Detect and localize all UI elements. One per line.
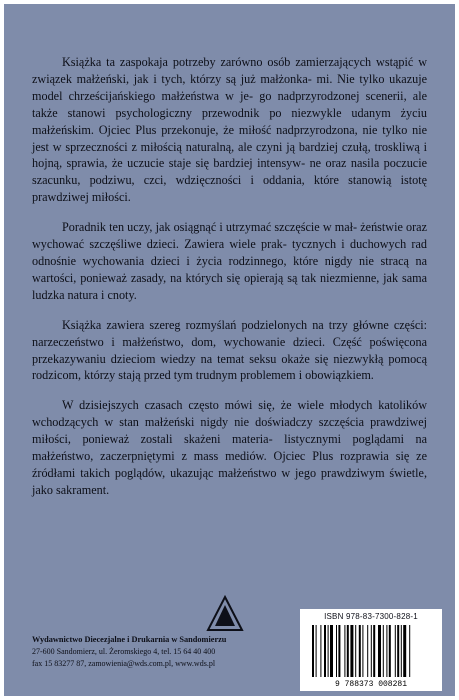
blurb-paragraph <box>32 54 427 206</box>
blurb-line: Plus przekonuje, że miłość nadprzyrodzona, nie tylko nie jest <box>32 122 428 154</box>
blurb-paragraph <box>32 317 427 385</box>
blurb-line: przed tym trudnym problemem i obowiązkiem. <box>143 368 374 383</box>
blurb-line: wstąpić w związek małżeński, jak i tych, którzy są już małżonka- <box>32 55 427 86</box>
barcode-bar <box>397 625 399 677</box>
publisher-info <box>32 634 302 670</box>
barcode-bar <box>373 625 375 677</box>
barcode-bar <box>338 625 340 677</box>
blurb-line: i oddania, które stanowią istotę prawdziwej miłości. <box>32 173 427 205</box>
publisher-address: 27-600 Sandomierz, ul. Żeromskiego 4, tel. 15 64 40 400 <box>32 647 216 656</box>
barcode-bar <box>347 625 349 677</box>
barcode-bar <box>355 625 356 677</box>
blurb-line: ukazując małżeństwo w jego prawdziwym świetle, jako sakrament. <box>32 465 427 497</box>
blurb-paragraph <box>32 397 427 498</box>
blurb-line: rodzinnego, które nigdy nie stracą na wartości, ponieważ zasady, <box>32 253 427 285</box>
barcode-bar <box>344 625 345 677</box>
blurb-line: temat seksu okaże się niezwykłą pomocą rodzicom, którzy stają <box>32 351 427 383</box>
isbn-text: ISBN 978-83-7300-828-1 <box>324 612 418 621</box>
barcode-bar <box>401 625 402 677</box>
barcode-bar <box>383 625 384 677</box>
barcode-bar <box>395 625 396 677</box>
publisher-logo <box>204 594 246 636</box>
blurb-line: W dzisiejszych czasach często mówi się, że wiele młodych <box>62 398 373 413</box>
barcode-bar <box>367 625 368 677</box>
barcode-bar <box>378 625 381 677</box>
back-cover <box>4 4 455 696</box>
barcode-digits: 9 788373 008281 <box>334 680 408 689</box>
barcode-bar <box>386 625 387 677</box>
barcode-bar <box>316 625 317 677</box>
barcode <box>308 623 434 689</box>
barcode-bar <box>371 625 372 677</box>
barcode-bar <box>359 625 361 677</box>
blurb-line: go nadprzyrodzonej scenerii, ale także stanowi psychologiczny <box>32 88 428 120</box>
barcode-bar <box>409 625 410 677</box>
barcode-bar <box>328 625 329 677</box>
barcode-bar <box>389 625 391 677</box>
blurb-line: szczęścia prawdziwej miłości, ponieważ zostali skażeni materia- <box>32 415 427 447</box>
blurb-line: przewodnik po niezwykle udanym życiu małżeńskim. Ojciec <box>32 105 427 137</box>
barcode-bars <box>312 625 410 677</box>
blurb-line: ne oraz nasila poczucie szacunku, podziwu, czci, wdzięczności <box>32 156 427 188</box>
barcode-bar <box>312 625 314 677</box>
barcode-bar <box>320 625 321 677</box>
blurb-text <box>32 54 427 512</box>
blurb-line: Książka zawiera szereg rozmyślań podzielonych na trzy <box>62 317 348 332</box>
blurb-line: tycznych i duchowych rad odnośnie wychowania dzieci i życia <box>32 237 427 268</box>
barcode-bar <box>330 625 333 677</box>
barcode-box <box>300 609 442 691</box>
blurb-line: na których się opierają są tak niezmienne, jak sama ludzka natura <box>32 270 427 302</box>
barcode-bar <box>324 625 326 677</box>
barcode-bar <box>336 625 337 677</box>
blurb-line: główne części: narzeczeństwo i małżeństwo, dom, wychowanie <box>32 317 428 349</box>
barcode-bar <box>362 625 363 677</box>
publisher-name: Wydawnictwo Diecezjalne i Drukarnia w Sandomierzu <box>32 635 227 644</box>
blurb-line: mediów. Ojciec Plus rozprawia się ze źródłami takich poglądów, <box>32 449 427 480</box>
blurb-line: dzieci. Część poświęcona przekazywaniu dzieciom wiedzy na <box>32 334 428 366</box>
blurb-line: troskliwą i hojną, sprawia, że uczucie staje się bardziej intensyw- <box>32 139 428 171</box>
blurb-line: żeństwie oraz wychować szczęśliwe dzieci. Zawiera wiele prak- <box>32 220 427 252</box>
blurb-line: Książka ta zaspokaja potrzeby zarówno osób zamierzających <box>62 55 372 69</box>
blurb-line: katolików wchodzących w stan małżeński nigdy nie doświadczy <box>32 398 427 430</box>
blurb-line: i cnoty. <box>101 287 137 302</box>
blurb-line: w sprzeczności z miłością naturalną, ale czyni ją bardziej czułą, <box>52 139 371 154</box>
blurb-line: listycznymi poglądami na małżeństwo, zaczerpniętymi z mass <box>32 432 427 464</box>
blurb-line: Poradnik ten uczy, jak osiągnąć i utrzymać szczęście w mał- <box>62 220 358 235</box>
blurb-line: mi. Nie tylko ukazuje model chrześcijańskiego małżeństwa w je- <box>32 71 428 103</box>
barcode-bar <box>350 625 353 677</box>
barcode-bar <box>403 625 406 677</box>
blurb-paragraph <box>32 219 427 304</box>
publisher-contact: fax 15 83277 87, zamowienia@wds.com.pl, www.wds.pl <box>32 659 216 668</box>
